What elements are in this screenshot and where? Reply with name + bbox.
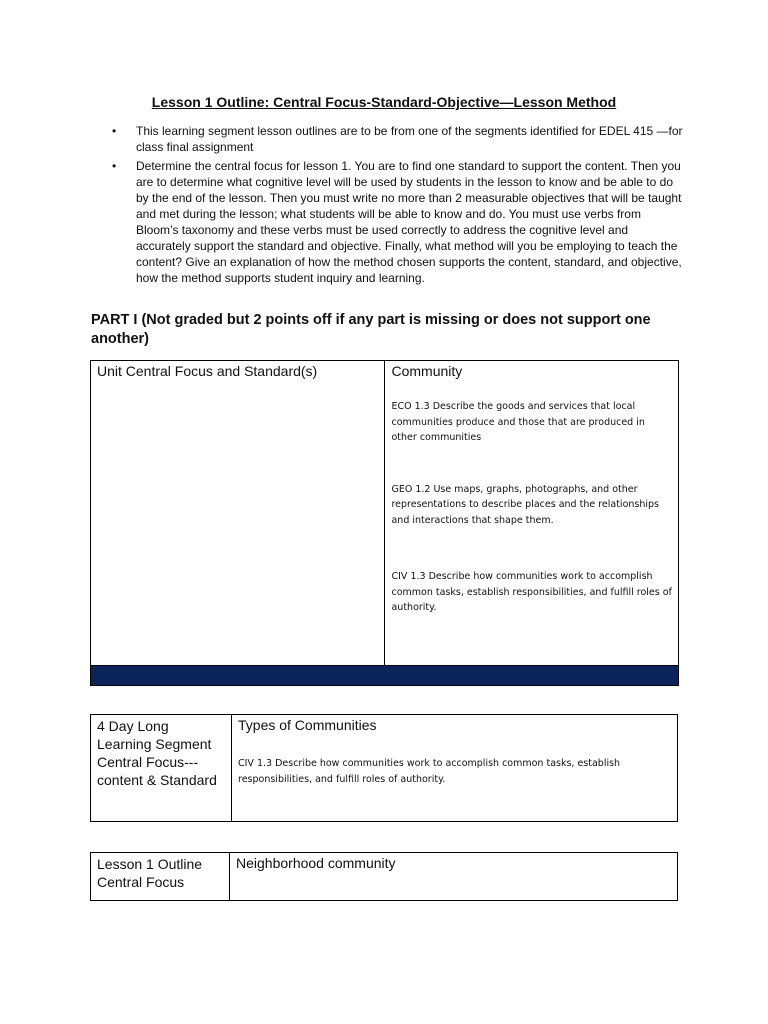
instruction-text: This learning segment lesson outlines are to be from one of the segments identified for EDEL 415 —for class final assignment (136, 124, 683, 154)
unit-focus-table (90, 360, 679, 686)
part-heading: PART I (Not graded but 2 points off if any part is missing or does not support one another) (91, 312, 651, 347)
document-title: Lesson 1 Outline: Central Focus-Standard-Objective—Lesson Method (151, 94, 617, 110)
lesson-focus-value: Neighborhood community (236, 855, 396, 871)
standard-text: CIV 1.3 Describe how communities work to accomplish common tasks, establish responsibilities, and fulfill roles of authority. (238, 758, 621, 785)
list-item (98, 158, 684, 286)
lesson-focus-label: Lesson 1 Outline Central Focus (97, 856, 203, 890)
instruction-list (98, 123, 684, 289)
standard-text: GEO 1.2 Use maps, graphs, photographs, and other representations to describe places and the relationships and interactions that shape them. (391, 483, 659, 526)
types-of-communities-heading: Types of Communities (238, 717, 377, 733)
list-item (98, 123, 684, 155)
community-cell (385, 361, 679, 666)
lesson-focus-label-cell (91, 853, 230, 901)
community-heading: Community (391, 363, 463, 379)
learning-segment-label-cell (91, 715, 232, 822)
bullet-icon: • (112, 159, 117, 173)
standard-text: ECO 1.3 Describe the goods and services that local communities produce and those that are produced in other communities (391, 401, 645, 443)
unit-focus-label-cell (91, 361, 385, 666)
table-footer-bar (91, 666, 679, 686)
standard-text: CIV 1.3 Describe how communities work to accomplish common tasks, establish responsibilities, and fulfill roles of authority. (391, 571, 672, 613)
unit-focus-label: Unit Central Focus and Standard(s) (97, 363, 318, 379)
instruction-text: Determine the central focus for lesson 1. You are to find one standard to support the content. Then you are to determine what cognitive level will be used by students in the lesson to know and be able to do by the end of the lesson. Then you must write no more than 2 measurable objectives that will be taught and met during the lesson; what students will be able to know and do. You must use verbs from Bloom’s taxonomy and these verbs must be used correctly to address the cognitive level and accurately support the standard and objective. Finally, what method will you be employing to teach the content? Give an explanation of how the method chosen supports the content, standard, and objective, how the method supports student inquiry and learning. (136, 159, 682, 285)
lesson-focus-table (90, 852, 678, 901)
learning-segment-table (90, 714, 678, 822)
learning-segment-label: 4 Day Long Learning Segment Central Focus---content & Standard (97, 718, 217, 788)
bullet-icon: • (112, 124, 117, 138)
types-of-communities-cell (232, 715, 678, 822)
lesson-focus-value-cell (230, 853, 678, 901)
